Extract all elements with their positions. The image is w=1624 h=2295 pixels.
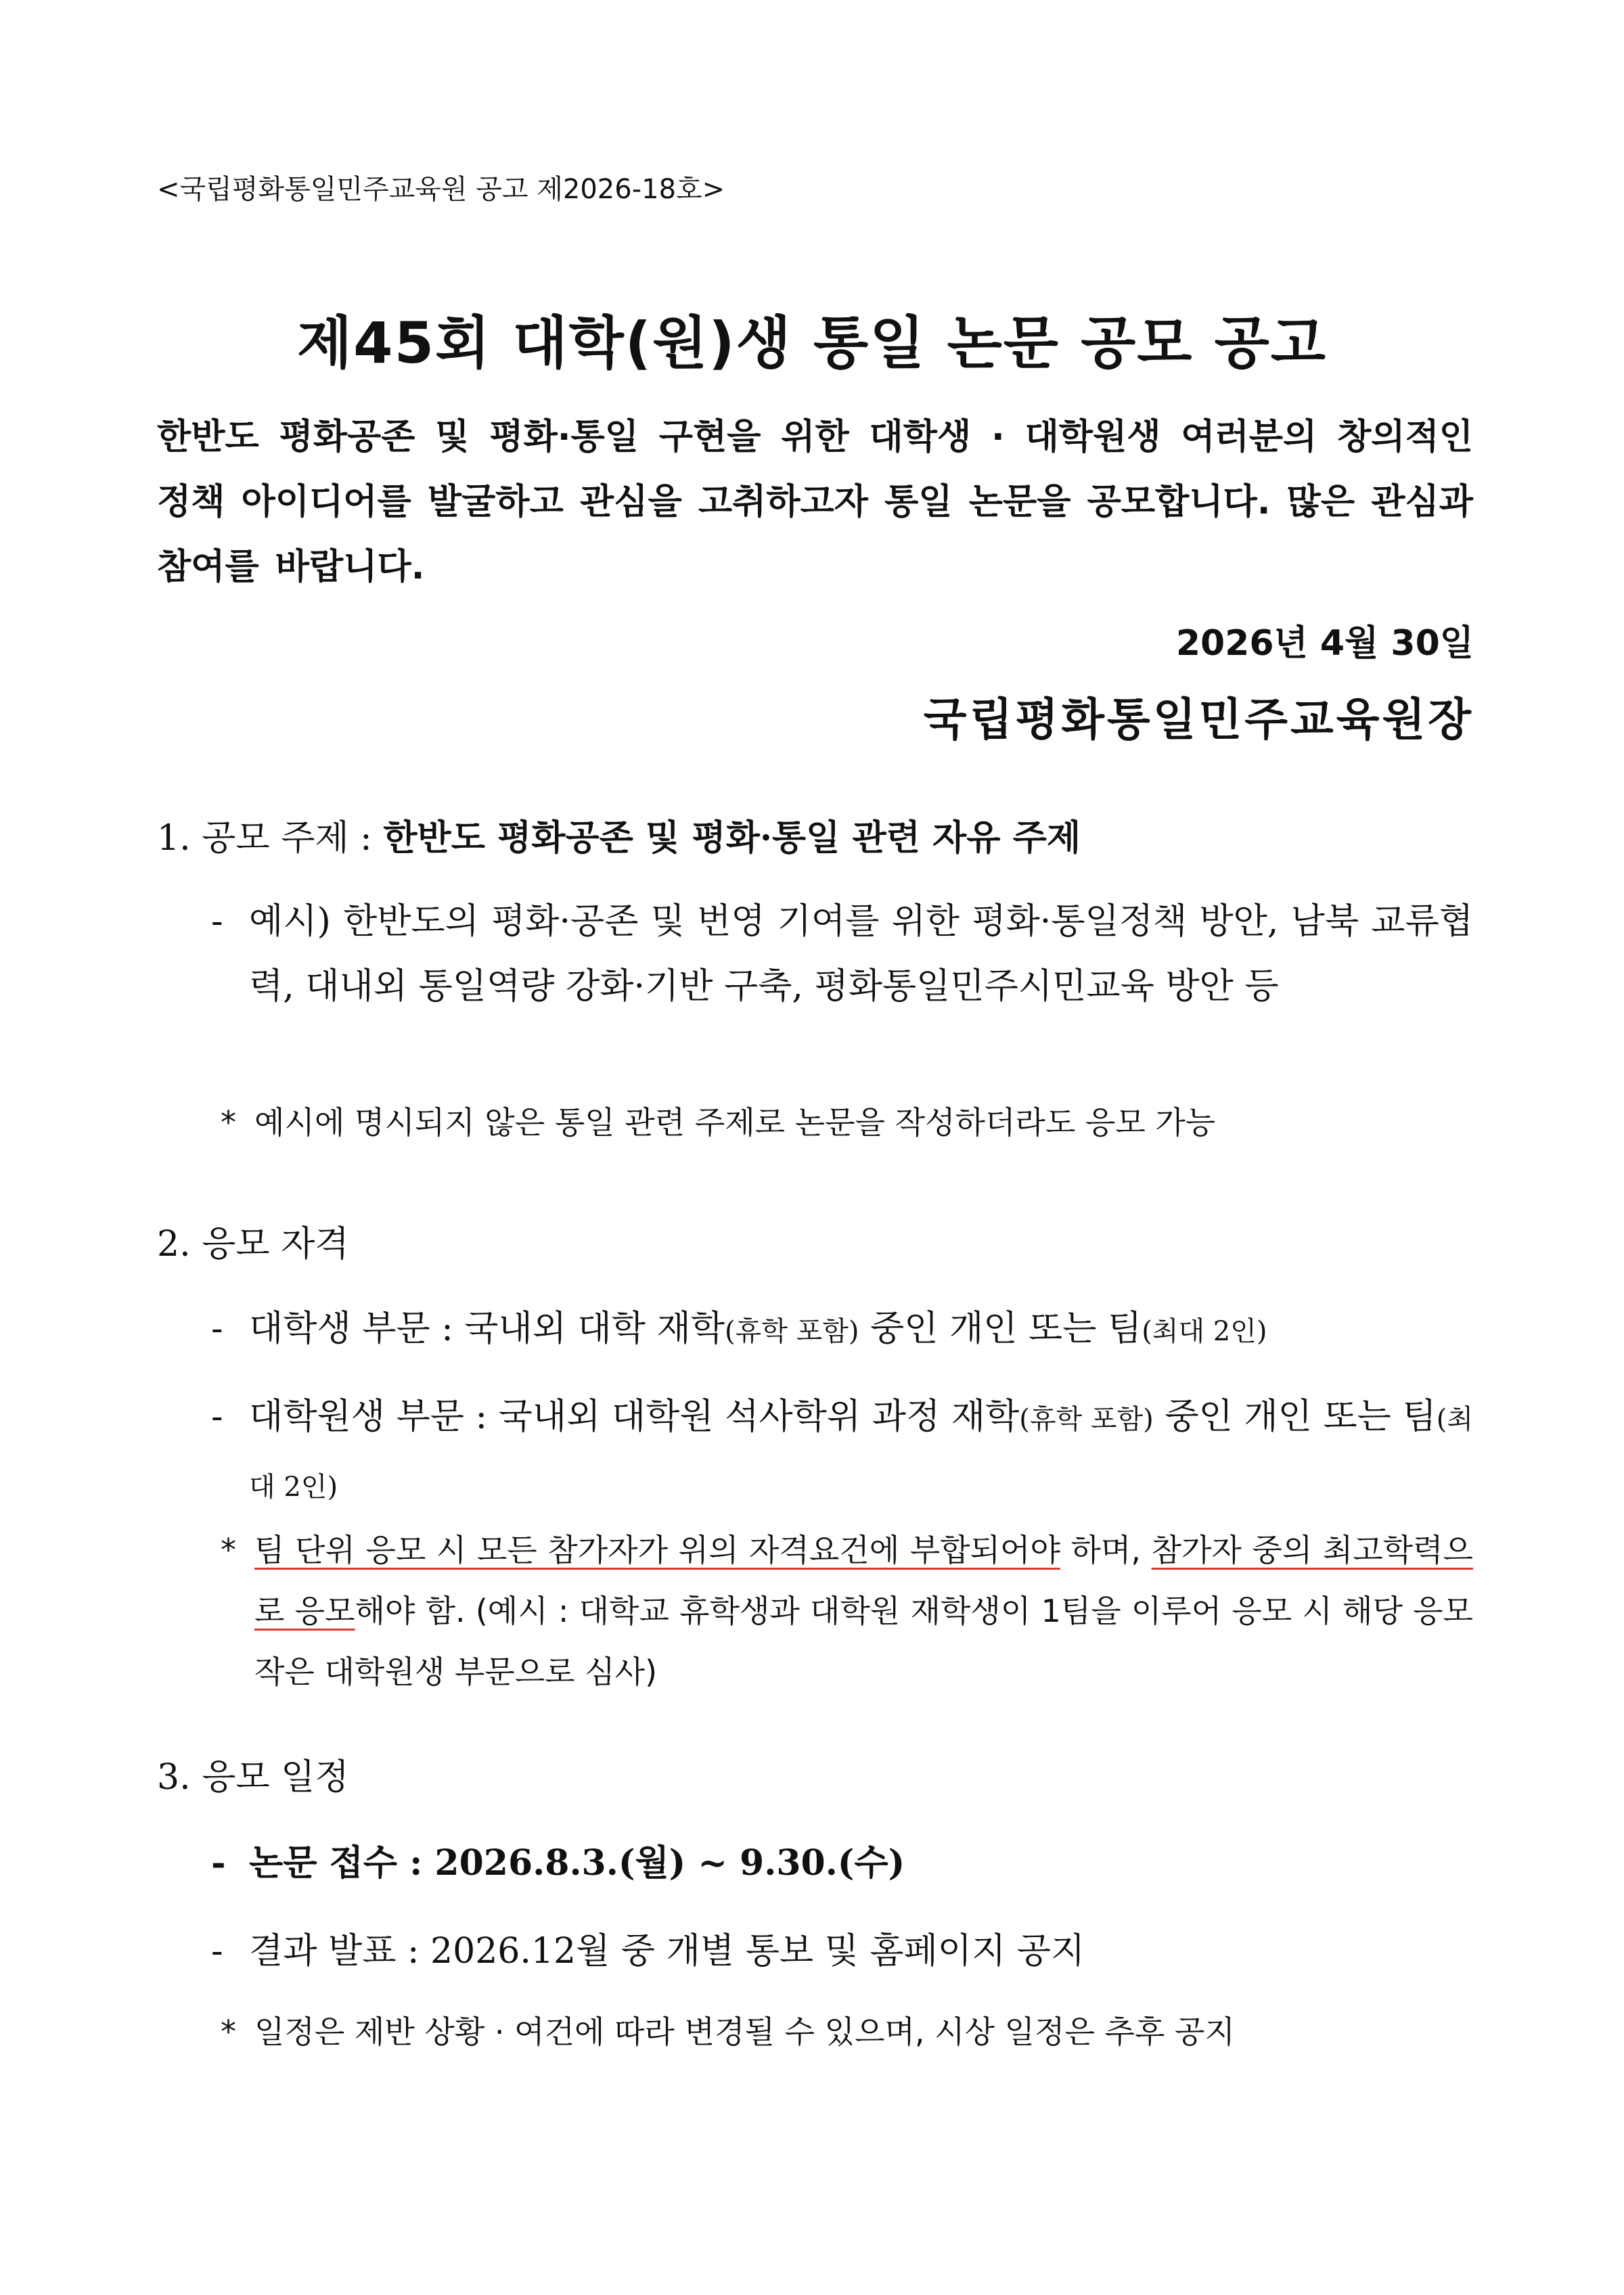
note-star-marker: *	[221, 2014, 236, 2050]
intro-paragraph: 한반도 평화공존 및 평화·통일 구현을 위한 대학생 · 대학원생 여러분의 창의적인 정책 아이디어를 발굴하고 관심을 고취하고자 통일 논문을 공모합니다. 많은 관심과 참여를 바랍니다.	[157, 417, 1473, 587]
eligibility-grad-text	[249, 1384, 1473, 1520]
eligibility-note-text	[254, 1520, 1473, 1702]
signer-name: 국립평화통일민주교육원장	[923, 693, 1474, 746]
section-topic-prefix: 1. 공모 주제 :	[157, 818, 384, 859]
section-topic-heading	[157, 809, 1081, 860]
page-title: 제45회 대학(원)생 통일 논문 공모 공고	[297, 310, 1327, 376]
schedule-submission-text: 논문 접수 : 2026.8.3.(월) ~ 9.30.(수)	[249, 1842, 905, 1884]
section-eligibility-heading: 2. 응모 자격	[157, 1224, 349, 1265]
topic-note	[221, 1092, 1473, 1153]
grad-mid: 중인 개인 또는 팀	[1153, 1396, 1437, 1437]
eligibility-grad-item	[211, 1384, 1473, 1520]
schedule-note-text: 일정은 제반 상황 · 여건에 따라 변경될 수 있으며, 시상 일정은 추후 공지	[254, 2014, 1235, 2050]
grad-paren2: (최대 2인)	[249, 1404, 1473, 1503]
topic-example-text: 예시) 한반도의 평화·공존 및 번영 기여를 위한 평화·통일정책 방안, 남북 교류협력, 대내외 통일역량 강화·기반 구축, 평화통일민주시민교육 방안 등	[249, 901, 1473, 1007]
announcement-date: 2026년 4월 30일	[1175, 623, 1474, 664]
note-star-marker: *	[221, 1104, 236, 1141]
note-underlined-2: 참가자 중의 최고학력으로 응모	[254, 1532, 1473, 1629]
dash-marker: -	[211, 1396, 223, 1437]
dash-marker: -	[211, 901, 223, 942]
dash-marker: -	[211, 1931, 223, 1972]
schedule-announcement-text: 결과 발표 : 2026.12월 중 개별 통보 및 홈페이지 공지	[249, 1931, 1085, 1972]
undergrad-paren: (휴학 포함)	[724, 1316, 859, 1347]
topic-note-text: 예시에 명시되지 않은 통일 관련 주제로 논문을 작성하더라도 응모 가능	[254, 1104, 1216, 1141]
schedule-announcement-item	[211, 1919, 1473, 1984]
undergrad-paren2: (최대 2인)	[1142, 1316, 1267, 1347]
eligibility-note	[221, 1520, 1473, 1702]
schedule-note	[221, 2001, 1473, 2062]
grad-main: 대학원생 부문 : 국내외 대학원 석사학위 과정 재학	[249, 1396, 1020, 1437]
undergrad-main: 대학생 부문 : 국내외 대학 재학	[249, 1309, 725, 1349]
topic-example-item	[211, 889, 1473, 1019]
note-mid: 하며,	[1060, 1532, 1152, 1568]
section-topic-strong: 한반도 평화공존 및 평화·통일 관련 자유 주제	[383, 817, 1081, 859]
note-star-marker: *	[221, 1532, 236, 1568]
dash-marker: -	[211, 1842, 226, 1884]
note-underlined-1: 팀 단위 응모 시 모든 참가자가 위의 자격요건에 부합되어야	[254, 1532, 1060, 1568]
grad-paren: (휴학 포함)	[1019, 1404, 1154, 1435]
notice-number: <국립평화통일민주교육원 공고 제2026-18호>	[157, 174, 725, 205]
note-rest: 해야 함. (예시 : 대학교 휴학생과 대학원 재학생이 1팀을 이루어 응모 시 해당 응모작은 대학원생 부문으로 심사)	[254, 1593, 1473, 1690]
eligibility-undergrad-item	[211, 1296, 1473, 1364]
schedule-submission-item	[211, 1831, 1473, 1896]
undergrad-mid: 중인 개인 또는 팀	[859, 1309, 1142, 1349]
section-schedule-heading: 3. 응모 일정	[157, 1757, 349, 1798]
dash-marker: -	[211, 1309, 223, 1349]
eligibility-undergrad-text	[249, 1296, 1473, 1364]
